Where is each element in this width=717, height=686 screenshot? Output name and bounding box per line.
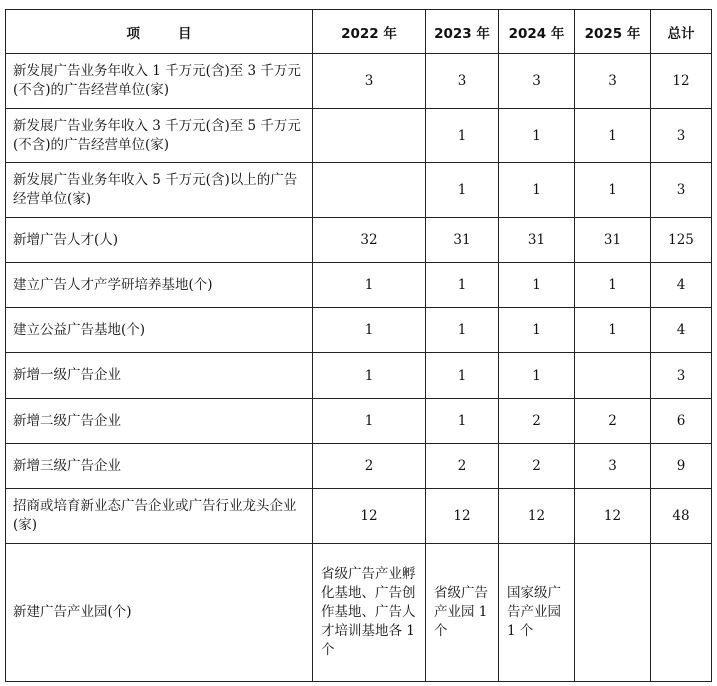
table-row <box>6 489 712 544</box>
cell-2022: 1 <box>313 399 426 444</box>
row-item: 新增广告人才(人) <box>6 218 313 263</box>
cell-2022: 1 <box>313 308 426 353</box>
cell-2024: 2 <box>499 444 575 489</box>
cell-2025: 3 <box>575 54 651 109</box>
cell-2023: 1 <box>426 308 499 353</box>
row-item: 新发展广告业务年收入 3 千万元(含)至 5 千万元(不含)的广告经营单位(家) <box>6 109 313 163</box>
cell-total <box>651 544 712 682</box>
cell-2025: 1 <box>575 308 651 353</box>
row-item: 建立广告人才产学研培养基地(个) <box>6 263 313 308</box>
cell-total: 4 <box>651 308 712 353</box>
cell-2024: 3 <box>499 54 575 109</box>
cell-2025: 2 <box>575 399 651 444</box>
cell-2022: 1 <box>313 353 426 399</box>
cell-total: 4 <box>651 263 712 308</box>
cell-2022: 32 <box>313 218 426 263</box>
cell-2024: 1 <box>499 353 575 399</box>
cell-2023: 2 <box>426 444 499 489</box>
cell-total: 3 <box>651 109 712 163</box>
row-item: 招商或培育新业态广告企业或广告行业龙头企业(家) <box>6 489 313 544</box>
cell-2025: 1 <box>575 109 651 163</box>
item-header <box>6 10 313 54</box>
cell-2022: 12 <box>313 489 426 544</box>
cell-2023: 省级广告产业园 1 个 <box>426 544 499 682</box>
cell-2022 <box>313 163 426 218</box>
cell-2022: 省级广告产业孵化基地、广告创作基地、广告人才培训基地各 1 个 <box>313 544 426 682</box>
row-item: 新发展广告业务年收入 5 千万元(含)以上的广告经营单位(家) <box>6 163 313 218</box>
table-row <box>6 163 712 218</box>
table-row <box>6 54 712 109</box>
row-item: 新建广告产业园(个) <box>6 544 313 682</box>
cell-2023: 1 <box>426 353 499 399</box>
cell-2022: 2 <box>313 444 426 489</box>
cell-2024: 12 <box>499 489 575 544</box>
cell-2025: 3 <box>575 444 651 489</box>
total-header: 总计 <box>651 10 712 54</box>
year-2024-header: 2024 年 <box>499 10 575 54</box>
cell-2025 <box>575 353 651 399</box>
table-row <box>6 353 712 399</box>
year-2022-header: 2022 年 <box>313 10 426 54</box>
cell-2023: 3 <box>426 54 499 109</box>
cell-total: 12 <box>651 54 712 109</box>
item-header-right: 目 <box>178 25 192 42</box>
cell-total: 125 <box>651 218 712 263</box>
cell-2022 <box>313 109 426 163</box>
cell-2022: 1 <box>313 263 426 308</box>
cell-2024: 1 <box>499 109 575 163</box>
cell-2022: 3 <box>313 54 426 109</box>
table-row <box>6 218 712 263</box>
cell-2023: 12 <box>426 489 499 544</box>
cell-2024: 国家级广告产业园 1 个 <box>499 544 575 682</box>
header-row <box>6 10 712 54</box>
row-item: 新增一级广告企业 <box>6 353 313 399</box>
row-item: 新发展广告业务年收入 1 千万元(含)至 3 千万元(不含)的广告经营单位(家) <box>6 54 313 109</box>
cell-2023: 1 <box>426 263 499 308</box>
row-item: 新增二级广告企业 <box>6 399 313 444</box>
item-header-left: 项 <box>126 25 140 42</box>
cell-2024: 31 <box>499 218 575 263</box>
cell-2023: 1 <box>426 399 499 444</box>
cell-total: 3 <box>651 163 712 218</box>
cell-2024: 1 <box>499 163 575 218</box>
cell-2025: 1 <box>575 263 651 308</box>
row-item: 建立公益广告基地(个) <box>6 308 313 353</box>
year-2025-header: 2025 年 <box>575 10 651 54</box>
plan-targets-table <box>5 9 712 682</box>
row-item: 新增三级广告企业 <box>6 444 313 489</box>
cell-total: 6 <box>651 399 712 444</box>
cell-total: 9 <box>651 444 712 489</box>
cell-2023: 1 <box>426 109 499 163</box>
cell-2025: 12 <box>575 489 651 544</box>
table-row <box>6 308 712 353</box>
table-row <box>6 399 712 444</box>
table-row <box>6 109 712 163</box>
cell-2025 <box>575 544 651 682</box>
year-2023-header: 2023 年 <box>426 10 499 54</box>
table-row <box>6 544 712 682</box>
table-row <box>6 444 712 489</box>
cell-2024: 1 <box>499 308 575 353</box>
cell-total: 3 <box>651 353 712 399</box>
cell-total: 48 <box>651 489 712 544</box>
table-row <box>6 263 712 308</box>
cell-2024: 1 <box>499 263 575 308</box>
cell-2024: 2 <box>499 399 575 444</box>
cell-2023: 31 <box>426 218 499 263</box>
cell-2025: 31 <box>575 218 651 263</box>
cell-2023: 1 <box>426 163 499 218</box>
cell-2025: 1 <box>575 163 651 218</box>
